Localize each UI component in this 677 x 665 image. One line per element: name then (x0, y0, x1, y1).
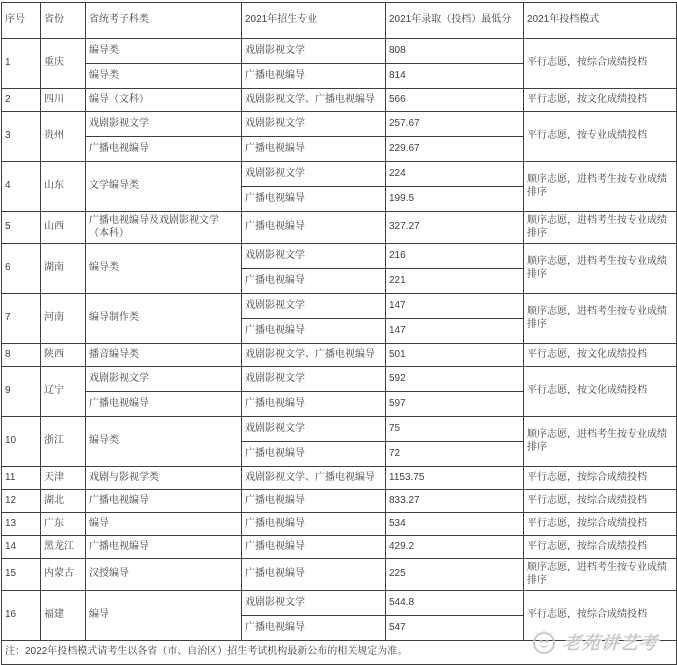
cell-major: 戏剧影视文学、广播电视编导 (242, 344, 386, 367)
cell-score: 814 (386, 64, 524, 89)
table-row (2, 294, 677, 319)
table-note: 注：2022年投档模式请考生以各省（市、自治区）招生考试机构最新公布的相关规定为准。 (2, 641, 677, 665)
cell-mode: 平行志愿，按综合成绩投档 (524, 591, 677, 641)
cell-score: 216 (386, 244, 524, 269)
cell-subcategory: 广播电视编导 (86, 137, 242, 162)
cell-no: 3 (2, 112, 41, 162)
table-row (2, 244, 677, 269)
cell-subcategory: 戏剧影视文学 (86, 367, 242, 392)
cell-mode: 平行志愿，按文化成绩投档 (524, 367, 677, 417)
header-cell-province: 省份 (41, 3, 86, 39)
table-row (2, 417, 677, 442)
cell-mode: 顺序志愿，进档考生按专业成绩排序 (524, 212, 677, 244)
cell-major: 广播电视编导 (242, 269, 386, 294)
cell-no: 12 (2, 490, 41, 513)
cell-score: 501 (386, 344, 524, 367)
cell-subcategory: 编导 (86, 591, 242, 641)
cell-province: 四川 (41, 89, 86, 112)
cell-province: 天津 (41, 467, 86, 490)
table-row (2, 212, 677, 244)
cell-subcategory: 文学编导类 (86, 162, 242, 212)
cell-major: 广播电视编导 (242, 319, 386, 344)
cell-score: 544.8 (386, 591, 524, 616)
cell-major: 戏剧影视文学 (242, 244, 386, 269)
cell-score: 147 (386, 319, 524, 344)
cell-no: 13 (2, 513, 41, 536)
cell-subcategory: 广播电视编导 (86, 392, 242, 417)
cell-major: 戏剧影视文学 (242, 112, 386, 137)
cell-score: 327.27 (386, 212, 524, 244)
cell-score: 199.5 (386, 187, 524, 212)
cell-subcategory: 广播电视编导 (86, 536, 242, 559)
note-row (2, 641, 677, 665)
cell-major: 广播电视编导 (242, 137, 386, 162)
cell-score: 224 (386, 162, 524, 187)
cell-score: 547 (386, 616, 524, 641)
cell-major: 戏剧影视文学 (242, 367, 386, 392)
cell-subcategory: 编导 (86, 513, 242, 536)
table-row (2, 344, 677, 367)
table-row (2, 89, 677, 112)
cell-major: 广播电视编导 (242, 536, 386, 559)
cell-major: 广播电视编导 (242, 64, 386, 89)
cell-major: 广播电视编导 (242, 187, 386, 212)
table-row (2, 112, 677, 137)
cell-score: 75 (386, 417, 524, 442)
cell-subcategory: 广播电视编导 (86, 490, 242, 513)
cell-subcategory: 编导制作类 (86, 294, 242, 344)
cell-score: 72 (386, 442, 524, 467)
cell-province: 山西 (41, 212, 86, 244)
table-row (2, 591, 677, 616)
cell-mode: 顺序志愿，进档考生按专业成绩排序 (524, 244, 677, 294)
table-row (2, 536, 677, 559)
cell-subcategory: 编导类 (86, 244, 242, 294)
cell-major: 广播电视编导 (242, 513, 386, 536)
cell-score: 1153.75 (386, 467, 524, 490)
cell-major: 戏剧影视文学、广播电视编导 (242, 89, 386, 112)
header-cell-subcategory: 省统考子科类 (86, 3, 242, 39)
cell-subcategory: 戏剧与影视学类 (86, 467, 242, 490)
cell-no: 6 (2, 244, 41, 294)
cell-score: 566 (386, 89, 524, 112)
cell-province: 贵州 (41, 112, 86, 162)
table-header-row (2, 3, 677, 39)
header-cell-major: 2021年招生专业 (242, 3, 386, 39)
cell-score: 597 (386, 392, 524, 417)
cell-mode: 顺序志愿，进档考生按专业成绩排序 (524, 417, 677, 467)
cell-no: 15 (2, 559, 41, 591)
cell-score: 429.2 (386, 536, 524, 559)
cell-province: 陕西 (41, 344, 86, 367)
cell-province: 内蒙古 (41, 559, 86, 591)
table-row (2, 39, 677, 64)
table-row (2, 467, 677, 490)
admissions-table (1, 2, 677, 665)
cell-province: 辽宁 (41, 367, 86, 417)
cell-subcategory: 广播电视编导及戏剧影视文学（本科） (86, 212, 242, 244)
cell-major: 广播电视编导 (242, 616, 386, 641)
cell-mode: 平行志愿，按综合成绩投档 (524, 513, 677, 536)
cell-no: 10 (2, 417, 41, 467)
cell-score: 833.27 (386, 490, 524, 513)
cell-no: 8 (2, 344, 41, 367)
cell-score: 808 (386, 39, 524, 64)
cell-major: 戏剧影视文学 (242, 294, 386, 319)
cell-no: 5 (2, 212, 41, 244)
header-cell-no: 序号 (2, 3, 41, 39)
cell-province: 黑龙江 (41, 536, 86, 559)
table-row (2, 513, 677, 536)
cell-province: 重庆 (41, 39, 86, 89)
cell-no: 9 (2, 367, 41, 417)
cell-score: 225 (386, 559, 524, 591)
cell-province: 湖南 (41, 244, 86, 294)
header-cell-score: 2021年录取（投档）最低分 (386, 3, 524, 39)
cell-subcategory: 编导类 (86, 64, 242, 89)
cell-major: 广播电视编导 (242, 442, 386, 467)
cell-subcategory: 编导（文科） (86, 89, 242, 112)
cell-major: 戏剧影视文学 (242, 417, 386, 442)
cell-major: 广播电视编导 (242, 392, 386, 417)
cell-mode: 平行志愿，按专业成绩投档 (524, 112, 677, 162)
cell-score: 147 (386, 294, 524, 319)
table-row (2, 490, 677, 513)
cell-major: 戏剧影视文学 (242, 162, 386, 187)
cell-mode: 平行志愿，按文化成绩投档 (524, 89, 677, 112)
cell-mode: 平行志愿，按文化成绩投档 (524, 344, 677, 367)
table-row (2, 162, 677, 187)
cell-major: 戏剧影视文学、广播电视编导 (242, 467, 386, 490)
cell-score: 257.67 (386, 112, 524, 137)
cell-no: 14 (2, 536, 41, 559)
cell-major: 广播电视编导 (242, 212, 386, 244)
cell-no: 4 (2, 162, 41, 212)
cell-no: 1 (2, 39, 41, 89)
cell-major: 广播电视编导 (242, 559, 386, 591)
cell-province: 广东 (41, 513, 86, 536)
cell-province: 浙江 (41, 417, 86, 467)
watermark-text: 老苑讲艺考 (561, 633, 659, 653)
cell-major: 戏剧影视文学 (242, 591, 386, 616)
cell-score: 221 (386, 269, 524, 294)
cell-major: 广播电视编导 (242, 490, 386, 513)
cell-mode: 平行志愿，按综合成绩投档 (524, 467, 677, 490)
cell-no: 16 (2, 591, 41, 641)
cell-province: 湖北 (41, 490, 86, 513)
cell-no: 7 (2, 294, 41, 344)
cell-province: 山东 (41, 162, 86, 212)
cell-subcategory: 播音编导类 (86, 344, 242, 367)
cell-mode: 顺序志愿，进档考生按专业成绩排序 (524, 162, 677, 212)
cell-subcategory: 编导类 (86, 39, 242, 64)
cell-subcategory: 编导类 (86, 417, 242, 467)
cell-subcategory: 戏剧影视文学 (86, 112, 242, 137)
cell-score: 229.67 (386, 137, 524, 162)
cell-province: 福建 (41, 591, 86, 641)
cell-score: 592 (386, 367, 524, 392)
table-row (2, 367, 677, 392)
cell-score: 534 (386, 513, 524, 536)
cell-no: 2 (2, 89, 41, 112)
cell-no: 11 (2, 467, 41, 490)
cell-subcategory: 汉授编导 (86, 559, 242, 591)
header-cell-mode: 2021年投档模式 (524, 3, 677, 39)
cell-major: 戏剧影视文学 (242, 39, 386, 64)
cell-mode: 平行志愿，按综合成绩投档 (524, 490, 677, 513)
cell-mode: 平行志愿，按综合成绩投档 (524, 536, 677, 559)
cell-province: 河南 (41, 294, 86, 344)
cell-mode: 顺序志愿，进档考生按专业成绩排序 (524, 294, 677, 344)
cell-mode: 顺序志愿，进档考生按专业成绩排序 (524, 559, 677, 591)
table-row (2, 559, 677, 591)
cell-mode: 平行志愿，按综合成绩投档 (524, 39, 677, 89)
